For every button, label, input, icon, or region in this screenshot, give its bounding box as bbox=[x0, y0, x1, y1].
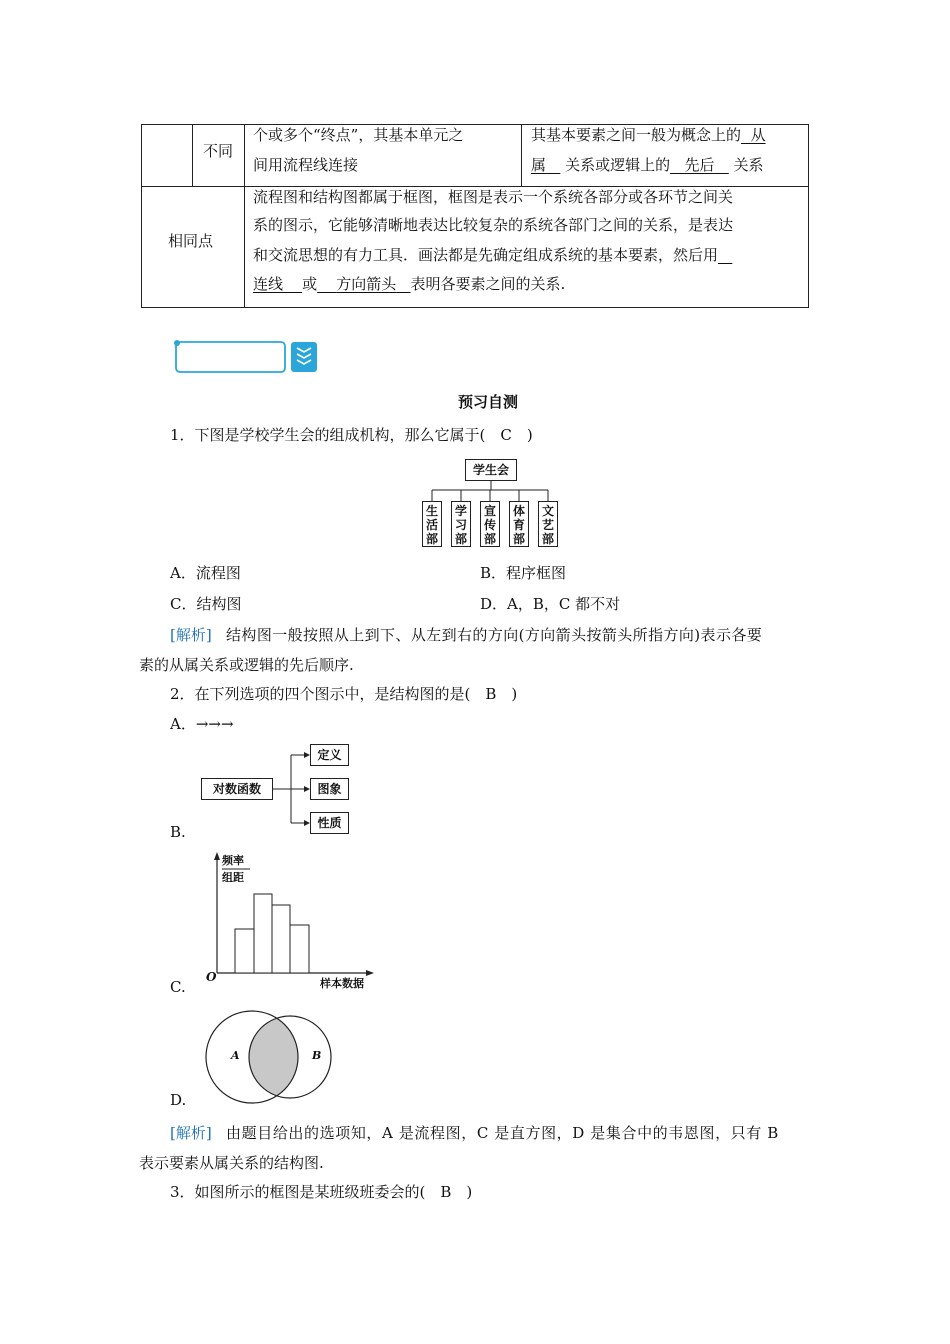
row1-label: 不同 bbox=[203, 142, 234, 160]
tree-root: 对数函数 bbox=[201, 778, 273, 800]
hist-ylabel-top: 频率 bbox=[222, 854, 244, 867]
q1-option-a: A．流程图 bbox=[170, 564, 241, 582]
row1-right-line1 bbox=[531, 120, 766, 150]
x-axis-arrow bbox=[366, 970, 374, 976]
analysis-text: 由题目给出的选项知，A 是流程图，C 是直方图，D 是集合中的韦恩图，只有 B bbox=[226, 1124, 779, 1142]
table-divider bbox=[244, 124, 245, 308]
q2-option-c: C. bbox=[170, 978, 186, 996]
blank-answer bbox=[531, 156, 560, 174]
org-child: 宣传部 bbox=[480, 501, 500, 547]
analysis-text: 结构图一般按照从上到下、从左到右的方向(方向箭头按箭头所指方向)表示各要 bbox=[226, 626, 763, 644]
row1-right-text: 其基本要素之间一般为概念上的 bbox=[531, 126, 742, 144]
tree-child: 定义 bbox=[310, 744, 349, 766]
row2-text: 表明各要素之间的关系. bbox=[410, 275, 566, 293]
q1-stem: 1．下图是学校学生会的组成机构，那么它属于( C ) bbox=[170, 426, 533, 444]
y-axis-arrow bbox=[214, 852, 220, 860]
q2-analysis-line1 bbox=[170, 1122, 779, 1143]
answer-text: 从 bbox=[750, 126, 766, 144]
q1-option-d: D．A，B，C 都不对 bbox=[480, 595, 621, 613]
tree-connectors bbox=[273, 750, 313, 830]
row2-line3 bbox=[253, 240, 732, 270]
answer-text: 先后 bbox=[684, 156, 715, 174]
blank-answer bbox=[253, 275, 302, 293]
row1-mid-line1: 个或多个“终点”，其基本单元之 bbox=[253, 126, 464, 144]
row2-line4 bbox=[253, 269, 565, 299]
q1-analysis-line1 bbox=[170, 624, 762, 645]
venn-label-a: A bbox=[231, 1049, 240, 1062]
hist-bar bbox=[235, 929, 254, 973]
tree-child: 图象 bbox=[310, 778, 349, 800]
table-divider bbox=[521, 124, 522, 187]
hist-bar bbox=[290, 925, 309, 973]
hist-ylabel-bottom: 组距 bbox=[222, 871, 244, 884]
q2-analysis-line2: 表示要素从属关系的结构图. bbox=[139, 1154, 324, 1172]
row2-line1: 流程图和结构图都属于框图，框图是表示一个系统各部分或各环节之间关 bbox=[253, 188, 734, 206]
blank-answer bbox=[718, 246, 732, 264]
q1-analysis-line2: 素的从属关系或逻辑的先后顺序. bbox=[139, 656, 354, 674]
hist-xlabel: 样本数据 bbox=[320, 977, 364, 990]
q3-stem: 3．如图所示的框图是某班级班委会的( B ) bbox=[170, 1183, 473, 1201]
analysis-tag: [解析] bbox=[170, 626, 212, 644]
org-connectors bbox=[420, 480, 560, 502]
hist-origin: O bbox=[206, 970, 217, 984]
org-child: 体育部 bbox=[509, 501, 529, 547]
hist-bar bbox=[254, 894, 272, 973]
blank-answer bbox=[670, 156, 729, 174]
q2-option-b: B. bbox=[170, 823, 186, 841]
section-banner bbox=[170, 337, 320, 377]
tree-child: 性质 bbox=[310, 812, 349, 834]
row1-mid-line2: 间用流程线连接 bbox=[253, 156, 359, 174]
table-divider bbox=[192, 124, 193, 187]
row2-line2: 系的图示，它能够清晰地表达比较复杂的系统各部门之间的关系，是表达 bbox=[253, 216, 734, 234]
row1-right-text: 关系 bbox=[733, 156, 764, 174]
row2-label: 相同点 bbox=[168, 232, 214, 250]
org-child: 生活部 bbox=[422, 501, 442, 547]
row2-text: 和交流思想的有力工具．画法都是先确定组成系统的基本要素，然后用 bbox=[253, 246, 719, 264]
answer-text: 连线 bbox=[253, 275, 284, 293]
row1-right-text: 关系或逻辑上的 bbox=[565, 156, 671, 174]
row1-right-line2 bbox=[531, 150, 764, 180]
hist-bar bbox=[272, 905, 290, 973]
q2-stem: 2．在下列选项的四个图示中，是结构图的是( B ) bbox=[170, 685, 518, 703]
q2-option-a: A．→→→ bbox=[170, 715, 234, 733]
section-title: 预习自测 bbox=[458, 393, 519, 411]
org-child: 文艺部 bbox=[538, 501, 558, 547]
answer-text: 属 bbox=[531, 156, 547, 174]
banner-box bbox=[176, 342, 285, 372]
org-child: 学习部 bbox=[451, 501, 471, 547]
venn-label-b: B bbox=[312, 1049, 322, 1062]
q1-option-b: B．程序框图 bbox=[480, 564, 567, 582]
blank-answer bbox=[317, 275, 410, 293]
chevron-down-icon bbox=[291, 342, 317, 372]
q1-option-c: C．结构图 bbox=[170, 595, 242, 613]
org-root: 学生会 bbox=[465, 459, 517, 481]
answer-text: 方向箭头 bbox=[336, 275, 397, 293]
row2-text: 或 bbox=[302, 275, 318, 293]
blank-answer bbox=[741, 126, 766, 144]
q2-option-d: D. bbox=[170, 1091, 187, 1109]
analysis-tag: [解析] bbox=[170, 1124, 212, 1142]
